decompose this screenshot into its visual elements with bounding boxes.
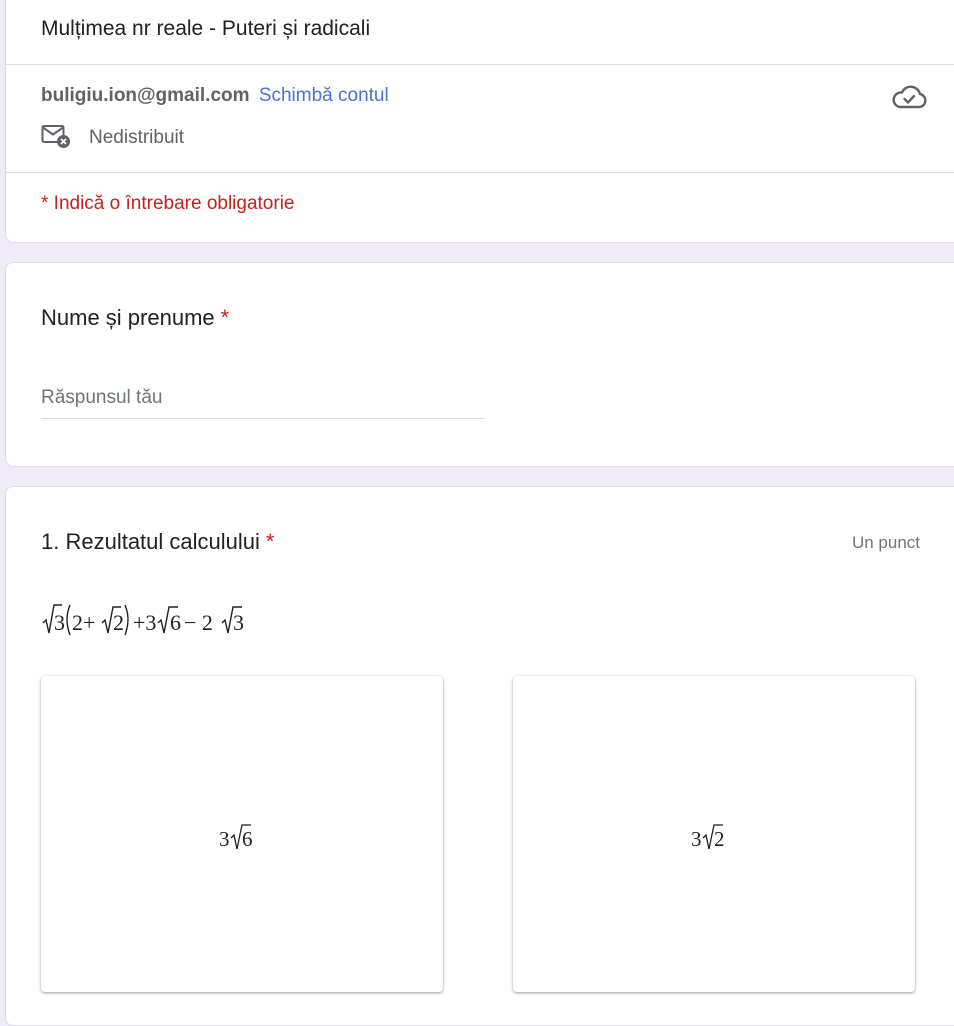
required-star: * (220, 305, 230, 330)
required-note: * Indică o întrebare obligatorie (41, 193, 295, 214)
svg-text:3: 3 (233, 610, 244, 635)
answer-option-a[interactable] (41, 676, 443, 992)
form-title: Mulțimea nr reale - Puteri și radicali (41, 17, 371, 40)
svg-text:+3: +3 (133, 610, 157, 635)
sharing-status: Nedistribuit (89, 127, 185, 148)
question1-points: Un punct (851, 533, 920, 552)
svg-text:3: 3 (54, 610, 65, 635)
svg-text:2: 2 (113, 610, 124, 635)
header-divider-2 (6, 172, 954, 173)
svg-text:2+: 2+ (72, 610, 96, 635)
question1-expression-image (40, 599, 280, 643)
question-title-text: Nume și prenume (41, 305, 215, 330)
question1-card (5, 486, 954, 1026)
svg-text:3: 3 (219, 827, 230, 851)
account-email: buligiu.ion@gmail.com (41, 85, 250, 106)
name-question-card (5, 262, 954, 467)
account-line (41, 85, 389, 107)
form-header-card (5, 0, 954, 243)
option-a-expression-image (217, 822, 267, 852)
switch-account-link[interactable]: Schimbă contul (258, 85, 389, 106)
mail-x-icon (41, 124, 71, 148)
option-b-expression-image (689, 822, 739, 852)
required-star: * (265, 529, 275, 554)
svg-text:− 2: − 2 (184, 610, 213, 635)
svg-text:2: 2 (714, 827, 725, 851)
svg-text:6: 6 (170, 610, 181, 635)
cloud-check-icon (891, 84, 927, 110)
answer-option-b[interactable] (513, 676, 915, 992)
header-divider (6, 64, 954, 65)
name-answer-input[interactable] (41, 383, 484, 419)
question1-title-text: 1. Rezultatul calculului (41, 529, 260, 554)
svg-text:3: 3 (691, 827, 702, 851)
svg-text:6: 6 (242, 827, 253, 851)
question-title (41, 305, 229, 331)
question1-title (41, 529, 274, 555)
